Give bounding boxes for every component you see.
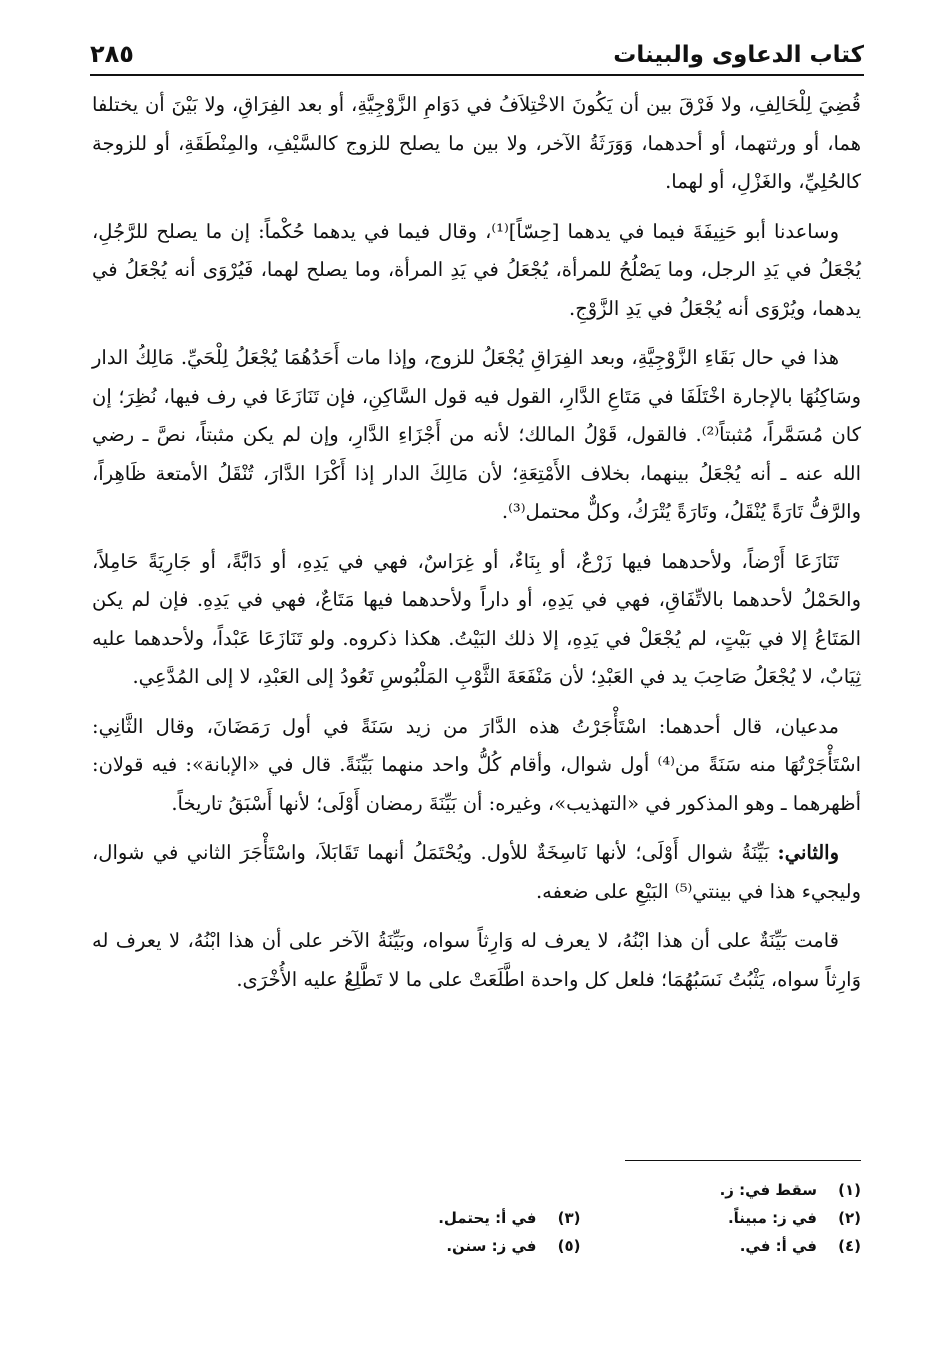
footnote-number: (١) [838, 1181, 861, 1199]
paragraph [92, 834, 861, 911]
footnote-text: في أ: في. [739, 1237, 817, 1255]
paragraph-lead: والثاني: [777, 841, 839, 864]
paragraph-text: قُضِيَ لِلْحَالِفِ، ولا فَرْقَ بين أن يَكُونَ الاخْتِلاَفُ في دَوَامِ الزَّوْجِيَّةِ، أو بعد الفِرَاقِ، ولا بَيْنَ أن يختلفا هما، أو ورثتهما، أو أحدهما، وَوَرَثَةُ الآخر، ولا بين ما يصلح للزوج كالسَّيْفِ، والمِنْطَقَةِ، أو للزوجة كالحُلِيِّ، والغَزْلِ، أو لهما. [92, 93, 861, 193]
paragraph-text: هذا في حال بَقَاءِ الزَّوْجِيَّةِ، وبعد الفِرَاقِ يُجْعَلُ للزوج، وإذا مات أَحَدُهُمَا يُجْعَلُ لِلْحَيِّ. مَالِكُ الدار وسَاكِنُهَا بالإجارة اخْتَلَفَا في مَتَاعِ الدَّارِ، القول فيه قول السَّاكِنِ، فإن تَنَازَعَا في رف فيها، نُظِرَ؛ إن كان مُسَمَّراً، مُثبتاً⁽²⁾. فالقول، قَوْلُ المالك؛ لأنه من أَجْزَاءِ الدَّارِ، وإن لم يكن مثبتاً، نصَّ ـ رضي الله عنه ـ أنه يُجْعَلُ بينهما، بخلاف الأَمْتِعَةِ؛ لأن مَالِكَ الدار إذا أَكْرَا الدَّارَ، تُنْقَلُ الأمتعة ظَاهِراً، والرَّفُّ تَارَةً يُنْقَلُ، وتَارَةً يُتْرَكُ، وكلٌّ محتمل⁽³⁾. [92, 346, 862, 523]
paragraph [92, 339, 861, 532]
paragraph [92, 543, 861, 697]
footnote [581, 1204, 862, 1232]
paragraph-text: وساعدنا أبو حَنِيفَةَ فيما في يدهما [حِسّاً]⁽¹⁾، وقال فيما في يدهما حُكْماً: إن ما يصلح للرَّجُلِ، يُجْعَلُ في يَدِ الرجل، وما يَصْلُحُ للمرأة، يُجْعَلُ في يَدِ المرأة، وما يصلح لهما، فَيُرْوَى أنه يُجْعَلُ في يدهما، ويُرْوَى أنه يُجْعَلُ في يَدِ الزَّوْجِ. [92, 219, 861, 320]
paragraph [92, 922, 861, 999]
footnote-row [300, 1176, 861, 1204]
paragraph-text: بَيِّنَةُ شوال أَوْلَى؛ لأنها نَاسِخَةٌ للأول. ويُحْتَمَلُ أنهما تَقَابَلاَ، واسْتَأْجَرَ الثاني في شوال، وليجيء هذا في بينتي⁽⁵⁾ البَيْعِ على ضعفه. [92, 841, 861, 903]
main-text [92, 86, 861, 1010]
page-number: ٢٨٥ [90, 40, 134, 68]
footnotes [300, 1176, 861, 1260]
paragraph [92, 708, 861, 824]
running-title: كتاب الدعاوى والبينات [613, 42, 864, 68]
footnote-row [300, 1204, 861, 1232]
footnote-text: في أ: يحتمل. [438, 1209, 537, 1227]
paragraph [92, 86, 861, 202]
footnote-row [300, 1232, 861, 1260]
footnote [561, 1176, 861, 1204]
paragraph-text: تَنَازَعَا أَرْضاً، ولأحدهما فيها زَرْعٌ، أو بِنَاءٌ، أو غِرَاسٌ، فهي في يَدِهِ، أو دَابَّةً، أو جَارِيَةً حَامِلاً، والحَمْلُ لأحدهما بالاتِّفَاقِ، فهي في يَدِهِ، أو داراً ولأحدهما فيها مَتَاعٌ، فهي في يَدِهِ. فإن لم يكن المَتَاعُ إلا في بَيْتٍ، لم يُجْعَلْ في يَدِهِ، إلا ذلك البَيْتُ. هكذا ذكروه. ولو تَنَازَعَا عَبْداً، ولأحدهما عليه ثِيَابٌ، لا يُجْعَلُ صَاحِبَ يد في العَبْدِ؛ لأن مَنْفَعَةَ الثَّوْبِ المَلْبُوسِ تَعُودُ إلى العَبْدِ، لا إلى المُدَّعِي. [92, 549, 861, 688]
footnote-number: (٣) [557, 1209, 581, 1227]
footnote-text: في ز: مبيناً. [727, 1209, 817, 1227]
footnote-divider [625, 1160, 861, 1161]
footnote [300, 1232, 581, 1260]
footnote-text: في ز: سنن. [446, 1237, 537, 1255]
footnote-number: (٥) [557, 1237, 581, 1255]
paragraph-text: مدعيان، قال أحدهما: اسْتَأْجَرْتُ هذه الدَّارَ من زيد سَنَةً في أول رَمَضَانَ، وقال الثَّانِي: اسْتَأْجَرْتُهَا منه سَنَةً من⁽⁴⁾ أول شوال، وأقام كُلُّ واحد منهما بَيِّنَةً. قال في «الإبانة»: فيه قولان: أظهرهما ـ وهو المذكور في «التهذيب»، وغيره: أن بَيِّنَةَ رمضان أَوْلَى؛ لأنها أَسْبَقُ تاريخاً. [92, 714, 861, 815]
page-header [90, 24, 864, 76]
footnote-number: (٤) [838, 1237, 861, 1255]
footnote-text: سقط في: ز. [719, 1181, 817, 1199]
paragraph [92, 213, 861, 329]
paragraph-text: قامت بَيِّنَةٌ على أن هذا ابْنُهُ، لا يعرف له وَارِثاً سواه، وبَيِّنَةُ الآخر على أن هذا ابْنُهُ، لا يعرف له وَارِثاً سواه، يَثْبُتُ نَسَبُهُمَا؛ فلعل كل واحدة اطَّلَعَتْ على ما لا تَطَّلِعُ عليه الأُخْرَى. [92, 929, 861, 991]
footnote [300, 1204, 581, 1232]
footnote [581, 1232, 862, 1260]
footnote-number: (٢) [838, 1209, 861, 1227]
